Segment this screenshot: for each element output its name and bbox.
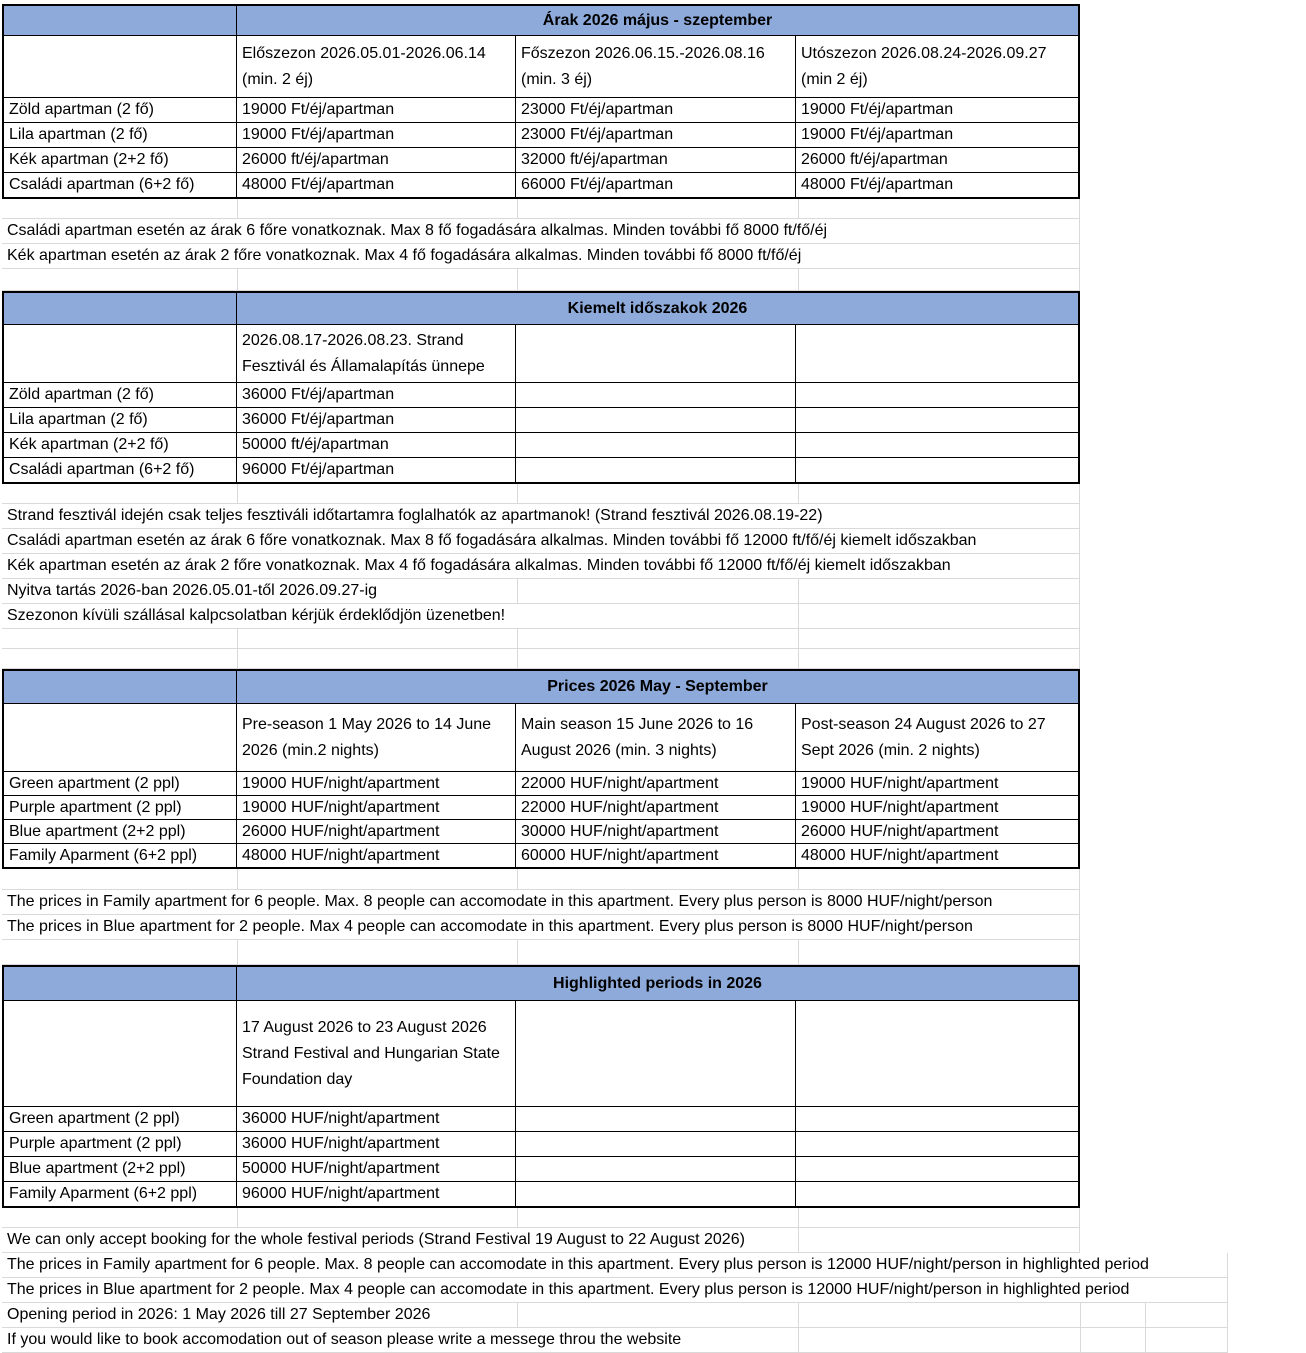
price-cell [796,1157,1078,1181]
price-cell: 48000 Ft/éj/apartman [801,176,954,193]
empty-row [2,1208,1080,1228]
note-text: Nyitva tartás 2026-ban 2026.05.01-től 2026.09.27-ig [7,582,378,599]
gridline [798,199,799,218]
note-row [2,579,1080,604]
price-cell [796,408,1078,432]
price-cell: 22000 HUF/night/apartment [516,796,796,819]
price-cell: 32000 ft/éj/apartman [516,148,796,172]
note-row [2,504,1080,529]
row-label: Purple apartment (2 ppl) [4,1132,237,1156]
gridline [517,1208,518,1227]
gridline [237,629,238,648]
price-cell [796,1182,1078,1206]
col-header [516,1001,796,1106]
empty-row [2,649,1080,669]
note-row [2,244,1080,269]
note-row [2,1253,1228,1278]
note-row [2,219,1080,244]
empty-cell [4,704,237,771]
row-label: Zöld apartman (2 fő) [4,98,237,122]
price-cell: 19000 Ft/éj/apartman [801,101,954,118]
gridline [237,269,238,290]
table-title: Árak 2026 május - szeptember [542,11,773,29]
note-text: Kék apartman esetén az árak 2 főre vonatkoznak. Max 4 fő fogadására alkalmas. Minden további fő 8000 ft/fő/éj [7,247,802,264]
price-cell [516,1157,796,1181]
col-header: 2026.08.17-2026.08.23. Strand Fesztivál és Államalapítás ünnepe [237,325,516,382]
table-hu-prices [2,4,1080,199]
price-cell: 23000 Ft/éj/apartman [516,98,796,122]
gridline [237,649,238,668]
note-row [2,1278,1228,1303]
price-cell: 60000 HUF/night/apartment [516,844,796,867]
gridline [798,629,799,648]
note-row [2,604,1080,629]
col-header: Előszezon 2026.05.01-2026.06.14 (min. 2 éj) [237,36,516,97]
price-cell [516,408,796,432]
empty-row [2,199,1080,219]
note-row [2,1303,1228,1328]
col-header [796,325,1078,382]
gridline [1145,1303,1146,1327]
note-text: The prices in Family apartment for 6 people. Max. 8 people can accomodate in this apartment. Every plus person is 8000 HUF/night/person [7,893,993,910]
row-label: Családi apartman (6+2 fő) [4,458,237,482]
col-header: Utószezon 2026.08.24-2026.09.27 (min 2 éj) [801,44,1047,88]
price-cell: 36000 HUF/night/apartment [237,1132,516,1156]
header-corner-cell [4,967,237,1000]
gridline [237,199,238,218]
price-cell: 19000 Ft/éj/apartman [801,126,954,143]
price-cell: 19000 Ft/éj/apartman [237,98,516,122]
note-text: Strand fesztivál idején csak teljes fesztiváli időtartamra foglalhatók az apartmanok! (Strand fesztivál 2026.08.19-22) [7,507,823,524]
header-corner-cell [4,293,237,324]
price-cell: 23000 Ft/éj/apartman [516,123,796,147]
note-row [2,1328,1228,1353]
row-label: Blue apartment (2+2 ppl) [4,820,237,843]
row-label: Családi apartman (6+2 fő) [4,173,237,197]
gridline [517,649,518,668]
note-text: The prices in Blue apartment for 2 people. Max 4 people can accomodate in this apartment. Every plus person is 8000 HUF/night/person [7,918,973,935]
note-text: Családi apartman esetén az árak 6 főre vonatkoznak. Max 8 fő fogadására alkalmas. Minden további fő 12000 ft/fő/éj kiemelt időszakban [7,532,977,549]
row-label: Green apartment (2 ppl) [4,1107,237,1131]
gridline [1080,1303,1081,1327]
empty-row [2,869,1080,890]
price-cell: 48000 HUF/night/apartment [237,844,516,867]
price-cell [796,1107,1078,1131]
table-hu-highlighted [2,291,1080,484]
empty-row [2,629,1080,649]
price-cell: 48000 Ft/éj/apartman [237,173,516,197]
price-cell: 26000 ft/éj/apartman [801,151,948,168]
price-cell: 50000 HUF/night/apartment [237,1157,516,1181]
col-header: Main season 15 June 2026 to 16 August 2026 (min. 3 nights) [516,704,796,771]
price-cell: 48000 HUF/night/apartment [801,846,999,864]
gridline [798,1328,799,1352]
note-row [2,915,1080,940]
header-corner-cell [4,6,237,35]
price-cell: 36000 HUF/night/apartment [237,1107,516,1131]
gridline [237,484,238,503]
price-cell: 66000 Ft/éj/apartman [516,173,796,197]
gridline [517,1303,518,1327]
note-text: Szezonon kívüli szállásal kalpcsolatban kérjük érdeklődjön üzenetben! [7,607,506,624]
table-title: Kiemelt időszakok 2026 [567,299,748,317]
note-text: Kék apartman esetén az árak 2 főre vonatkoznak. Max 4 fő fogadására alkalmas. Minden további fő 12000 ft/fő/éj kiemelt időszakban [7,557,951,574]
row-label: Blue apartment (2+2 ppl) [4,1157,237,1181]
price-cell [796,458,1078,482]
empty-cell [4,325,237,382]
gridline [798,1208,799,1227]
price-cell [516,383,796,407]
price-cell: 26000 ft/éj/apartman [237,148,516,172]
price-cell: 19000 HUF/night/apartment [801,798,999,816]
row-label: Family Aparment (6+2 ppl) [4,1182,237,1206]
note-text: If you would like to book accomodation out of season please write a messege throu the website [7,1331,682,1348]
gridline [798,1228,799,1252]
row-label: Purple apartment (2 ppl) [4,796,237,819]
gridline [798,649,799,668]
table-title: Highlighted periods in 2026 [553,974,762,992]
note-row [2,529,1080,554]
gridline [798,869,799,889]
price-cell: 30000 HUF/night/apartment [516,820,796,843]
gridline [237,869,238,889]
price-cell: 19000 Ft/éj/apartman [237,123,516,147]
gridline [798,579,799,603]
gridline [517,579,518,603]
price-cell: 19000 HUF/night/apartment [801,774,999,792]
gridline [1080,1328,1081,1352]
gridline [798,940,799,964]
note-text: The prices in Blue apartment for 2 people. Max 4 people can accomodate in this apartment. Every plus person is 12000 HUF/night/person in highlighted period [7,1281,1130,1298]
note-text: We can only accept booking for the whole festival periods (Strand Festival 19 August to 22 August 2026) [7,1231,745,1248]
price-cell [516,1132,796,1156]
row-label: Kék apartman (2+2 fő) [4,148,237,172]
gridline [517,199,518,218]
empty-cell [4,1001,237,1106]
empty-row [2,940,1080,965]
col-header [796,1001,1078,1106]
gridline [237,1208,238,1227]
col-header: Post-season 24 August 2026 to 27 Sept 2026 (min. 2 nights) [801,715,1046,759]
row-label: Green apartment (2 ppl) [4,772,237,795]
gridline [1145,1328,1146,1352]
gridline [798,484,799,503]
gridline [517,869,518,889]
price-cell [516,433,796,457]
price-cell: 19000 HUF/night/apartment [237,796,516,819]
price-cell [796,383,1078,407]
price-cell: 22000 HUF/night/apartment [516,772,796,795]
row-label: Lila apartman (2 fő) [4,408,237,432]
row-label: Zöld apartman (2 fő) [4,383,237,407]
price-cell: 96000 Ft/éj/apartman [237,458,516,482]
note-row [2,1228,1080,1253]
col-header: Főszezon 2026.06.15.-2026.08.16 (min. 3 éj) [516,36,796,97]
price-cell: 96000 HUF/night/apartment [237,1182,516,1206]
note-text: The prices in Family apartment for 6 people. Max. 8 people can accomodate in this apartment. Every plus person is 12000 HUF/night/person in highlighted period [7,1256,1149,1273]
col-header: 17 August 2026 to 23 August 2026 Strand Festival and Hungarian State Foundation day [237,1001,516,1106]
empty-row [2,484,1080,504]
table-en-prices [2,669,1080,869]
price-cell: 50000 ft/éj/apartman [237,433,516,457]
note-text: Opening period in 2026: 1 May 2026 till 27 September 2026 [7,1306,431,1323]
empty-row [2,269,1080,291]
price-cell [516,1182,796,1206]
price-cell: 19000 HUF/night/apartment [237,772,516,795]
price-cell: 36000 Ft/éj/apartman [237,383,516,407]
col-header: Pre-season 1 May 2026 to 14 June 2026 (min.2 nights) [237,704,516,771]
price-cell: 36000 Ft/éj/apartman [237,408,516,432]
header-corner-cell [4,671,237,703]
gridline [517,269,518,290]
row-label: Family Aparment (6+2 ppl) [4,844,237,867]
gridline [798,269,799,290]
price-cell [516,458,796,482]
empty-cell [4,36,237,97]
price-cell: 26000 HUF/night/apartment [801,822,999,840]
gridline [517,940,518,964]
note-text: Családi apartman esetén az árak 6 főre vonatkoznak. Max 8 fő fogadására alkalmas. Minden további fő 8000 ft/fő/éj [7,222,828,239]
note-row [2,554,1080,579]
gridline [517,629,518,648]
price-cell [796,1132,1078,1156]
col-header [516,325,796,382]
gridline [798,604,799,628]
table-title: Prices 2026 May - September [547,678,768,695]
table-en-highlighted [2,965,1080,1208]
note-row [2,890,1080,915]
row-label: Lila apartman (2 fő) [4,123,237,147]
price-cell: 26000 HUF/night/apartment [237,820,516,843]
gridline [237,940,238,964]
price-cell [796,433,1078,457]
row-label: Kék apartman (2+2 fő) [4,433,237,457]
gridline [798,1303,799,1327]
gridline [517,484,518,503]
price-cell [516,1107,796,1131]
